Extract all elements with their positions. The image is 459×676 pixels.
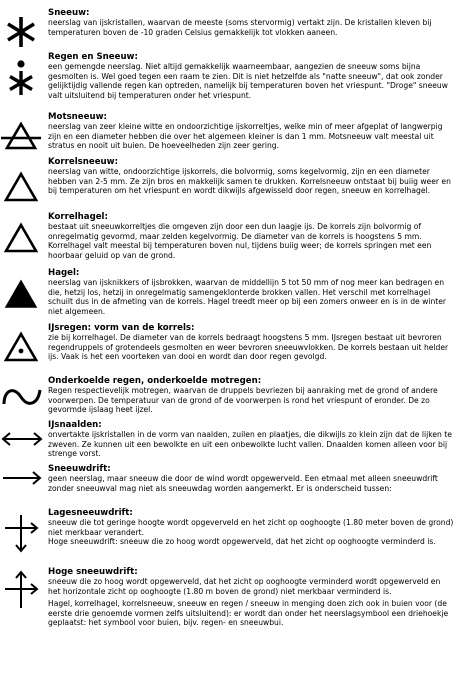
entry-title: Hagel: xyxy=(48,268,80,278)
entry-title: Korrelsneeuw: xyxy=(48,157,119,167)
entry-footnote: Hagel, korrelhagel, korrelsneeuw, sneeuw en regen / sneeuw in menging doen zich ook in buien voor (de eerste drie genoemde vormen zelfs uitsluitend): er wordt dan onder het neerslagsymbool een driehoekje geplaatst: het symbool voor buien, bijv. regen- en sneeuwbui. xyxy=(48,599,449,628)
entry-note: Hoge sneeuwdrift: sneeuw die zo hoog wordt opgewerveld, dat het zicht op ooghoogte verminderd is. xyxy=(48,537,436,547)
snow-asterisk-icon xyxy=(0,14,44,50)
freezing-rain-wave-icon xyxy=(0,382,44,412)
entry-description: neerslag van witte, ondoorzichtige ijskorrels, die bolvormig, soms kegelvormig, zijn en een diameter hebben van 2-5 mm. Ze zijn bros en makkelijk samen te drukken. Korrelsneeuw ontstaat bij buiig weer en bij temperaturen om het vriespunt en wordt dikwijls afgewisseld door regen, sneeuw en korrelhagel. xyxy=(48,167,451,196)
ice-needles-arrow-icon xyxy=(0,426,44,452)
entry-title: Onderkoelde regen, onderkoelde motregen: xyxy=(48,376,262,386)
entry-title: Regen en Sneeuw: xyxy=(48,52,138,62)
rain-and-snow-icon xyxy=(0,58,44,98)
ice-pellets-triangle-dot-icon xyxy=(0,331,44,363)
entry-description: Regen respectievelijk motregen, waarvan de druppels bevriezen bij aanraking met de grond of andere voorwerpen. De temperatuur van de grond of de voorwerpen is rond het vriespunt of eronder. De zo gevormde ijslaag heet ijzel. xyxy=(48,386,438,415)
drifting-snow-arrow-icon xyxy=(0,466,44,490)
entry-title: Korrelhagel: xyxy=(48,212,108,222)
entry-description: sneeuw die tot geringe hoogte wordt opgeverveld en het zicht op ooghoogte (1.80 meter boven de grond) niet merkbaar verandert. xyxy=(48,518,454,537)
entry-description: neerslag van ijskristallen, waarvan de meeste (soms stervormig) vertakt zijn. De kristallen kleven bij temperaturen boven de -10 graden Celsius gemakkelijk tot vlokken aaneen. xyxy=(48,18,432,37)
entry-description: onvertakte ijskristallen in de vorm van naalden, zuilen en plaatjes, die dikwijls zo klein zijn dat de lijken te zweven. Ze kunnen uit een bewolkte en uit een onbewolkte lucht vallen. Dnaalden komen alleen voor bij strenge vorst. xyxy=(48,430,452,459)
low-drifting-snow-icon xyxy=(0,512,44,554)
entry-title: Sneeuwdrift: xyxy=(48,464,111,474)
hail-filled-triangle-icon xyxy=(0,278,44,310)
entry-description: sneeuw die zo hoog wordt opgewerveld, dat het zicht op ooghoogte verminderd wordt opgewerveld en het horizontale zicht op ooghoogte (1.80 m boven de grond) niet merkbaar verminderd is. xyxy=(48,577,441,596)
blowing-snow-icon xyxy=(0,569,44,611)
snow-grains-triangle-icon xyxy=(0,120,44,152)
small-hail-triangle-icon xyxy=(0,222,44,254)
entry-title: Hoge sneeuwdrift: xyxy=(48,567,138,577)
entry-description: geen neerslag, maar sneeuw die door de wind wordt opgewerveld. Een etmaal met alleen sneeuwdrift zonder sneeuwval mag niet als sneeuwdag worden aangemerkt. Er is onderscheid tussen: xyxy=(48,474,438,493)
entry-description: bestaat uit sneeuwkorreltjes die omgeven zijn door een dun laagje ijs. De korrels zijn bolvormig of onregelmatig gevormd, maar zelden kegelvormig. De diameter van de korrels is hoogstens 5 mm. Korrelhagel valt meestal bij temperaturen boven nul, tijdens buiig weer; de korrels springen met een hoorbaar geluid op van de grond. xyxy=(48,222,432,260)
snow-pellets-triangle-icon xyxy=(0,171,44,203)
entry-description: neerslag van zeer kleine witte en ondoorzichtige ijskorreltjes, welke min of meer afgeplat of langwerpig zijn en een diameter hebben die over het algemeen kleiner is dan 1 mm. Motsneeuw valt meestal uit stratus en nooit uit buien. De hoeveelheden zijn zeer gering. xyxy=(48,122,443,151)
entry-title: Sneeuw: xyxy=(48,8,90,18)
entry-description: zie bij korrelhagel. De diameter van de korrels bedraagt hoogstens 5 mm. IJsregen bestaat uit bevroren regendruppels of grotendeels gesmolten en weer bevroren sneeuwvlokken. De korrels bestaan uit helder ijs. Vaak is het een voorteken van dooi en wordt dan door regen gevolgd. xyxy=(48,333,449,362)
entry-title: Lagesneeuwdrift: xyxy=(48,508,133,518)
entry-title: IJsregen: vorm van de korrels: xyxy=(48,323,195,333)
entry-description: neerslag van ijsknikkers of ijsbrokken, waarvan de middellijn 5 tot 50 mm of nog meer kan bedragen en die, hetzij los, hetzij in onregelmatig samengeklonterde brokken vallen. Het verschil met korrelhagel schuilt dus in de afmeting van de korrels. Hagel treedt meer op bij een zomers onweer en is in de winter niet algemeen. xyxy=(48,278,447,316)
entry-title: IJsnaalden: xyxy=(48,420,102,430)
entry-title: Motsneeuw: xyxy=(48,112,107,122)
entry-description: een gemengde neerslag. Niet altijd gemakkelijk waarneembaar, aangezien de sneeuw soms bijna gesmolten is. Wel goed tegen een raam te zien. Dit is niet hetzelfde als "natte sneeuw", dat ook zonder gelijktijdig vallende regen kan optreden, namelijk bij temperaturen boven het vriespunt. "Droge" sneeuw valt uitsluitend bij temperaturen onder het vriespunt. xyxy=(48,62,448,100)
